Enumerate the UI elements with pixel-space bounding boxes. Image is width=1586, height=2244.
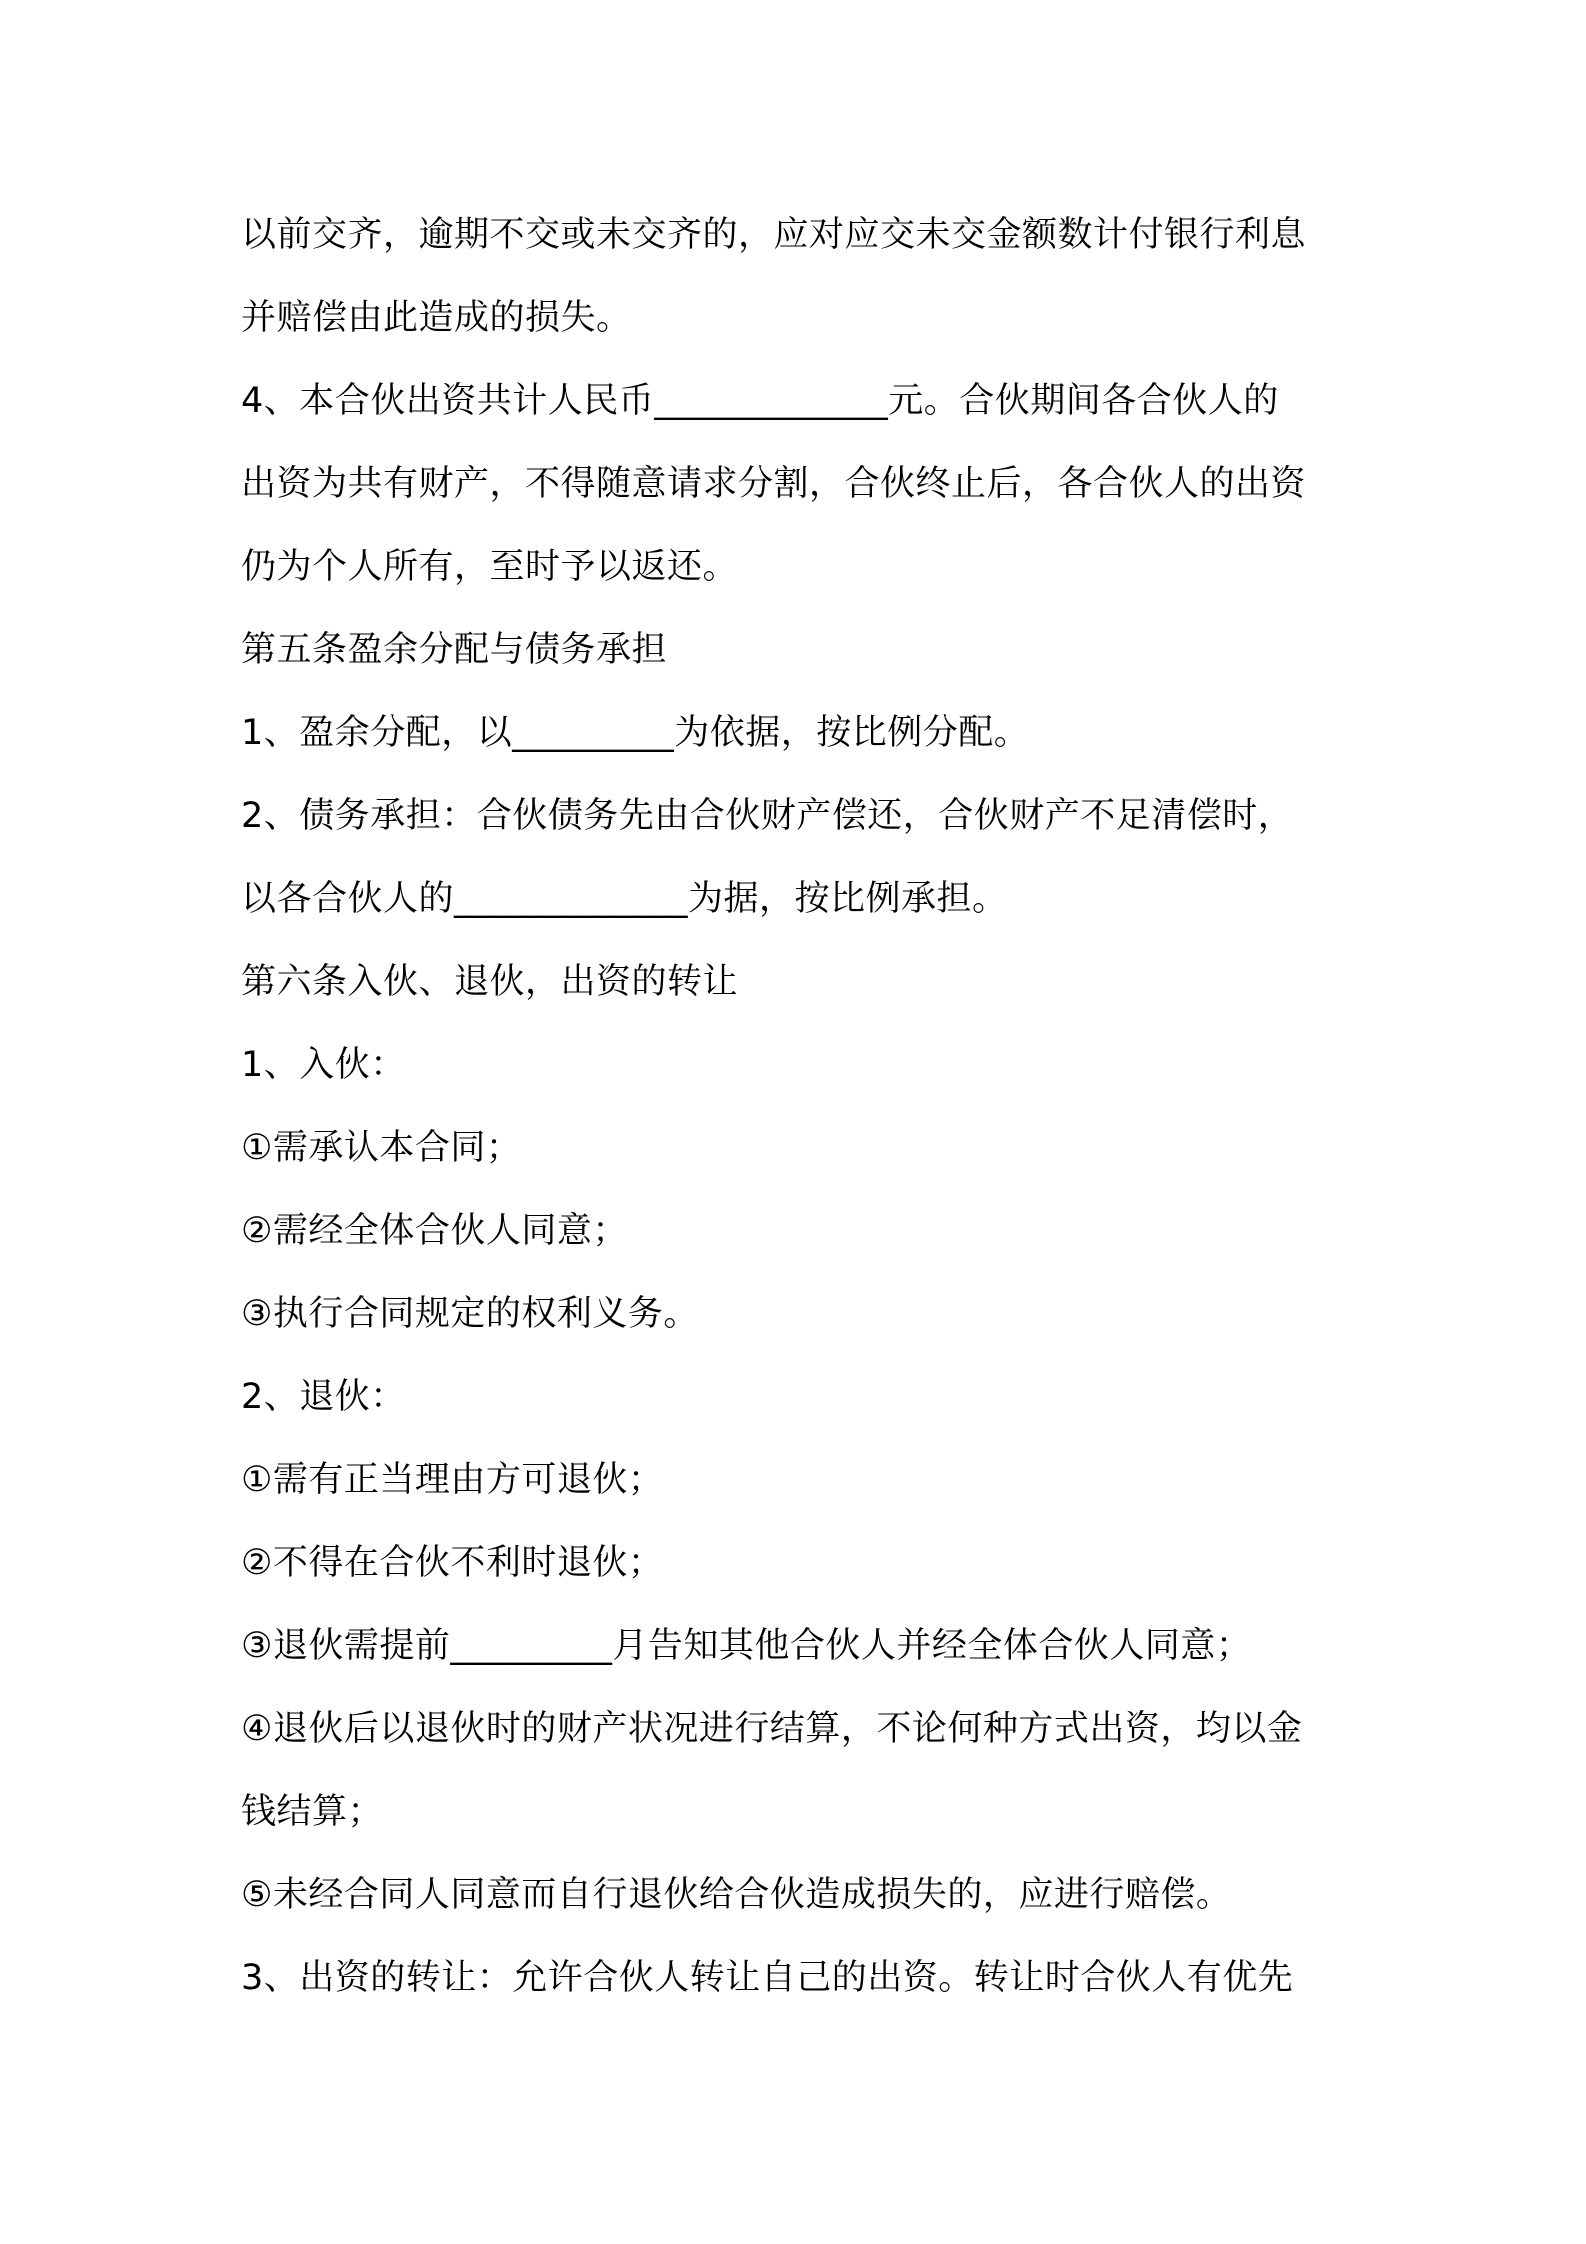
list-item: ⑤未经合同人同意而自行退伙给合伙造成损失的，应进行赔偿。: [241, 1875, 1232, 1915]
text-line: 以各合伙人的_____________为据，按比例承担。: [241, 879, 1008, 919]
list-item: ②需经全体合伙人同意；: [241, 1211, 628, 1251]
list-item: ②不得在合伙不利时退伙；: [241, 1543, 664, 1583]
list-item: ③退伙需提前_________月告知其他合伙人并经全体合伙人同意；: [241, 1626, 1252, 1666]
text-line: 1、入伙：: [241, 1045, 406, 1085]
text-line: 以前交齐，逾期不交或未交齐的，应对应交未交金额数计付银行利息: [241, 215, 1307, 255]
text-line: 2、债务承担：合伙债务先由合伙财产偿还，合伙财产不足清偿时，: [241, 796, 1294, 836]
section-heading: 第六条入伙、退伙，出资的转让: [241, 962, 739, 1002]
text-line: 钱结算；: [241, 1792, 384, 1832]
text-line: 3、出资的转让：允许合伙人转让自己的出资。转让时合伙人有优先: [241, 1958, 1294, 1998]
text-line: 并赔偿由此造成的损失。: [241, 298, 632, 338]
list-item: ①需有正当理由方可退伙；: [241, 1460, 664, 1500]
list-item: ①需承认本合同；: [241, 1128, 522, 1168]
text-line: 出资为共有财产，不得随意请求分割，合伙终止后，各合伙人的出资: [241, 464, 1307, 504]
text-line: 2、退伙：: [241, 1377, 406, 1417]
document-body: [241, 194, 1381, 2020]
list-item: ③执行合同规定的权利义务。: [241, 1294, 699, 1334]
list-item: ④退伙后以退伙时的财产状况进行结算，不论何种方式出资，均以金: [241, 1709, 1303, 1749]
text-line: 1、盈余分配，以_________为依据，按比例分配。: [241, 713, 1030, 753]
section-heading: 第五条盈余分配与债务承担: [241, 630, 668, 670]
text-line: 仍为个人所有，至时予以返还。: [241, 547, 739, 587]
text-line: 4、本合伙出资共计人民币_____________元。合伙期间各合伙人的: [241, 381, 1279, 421]
